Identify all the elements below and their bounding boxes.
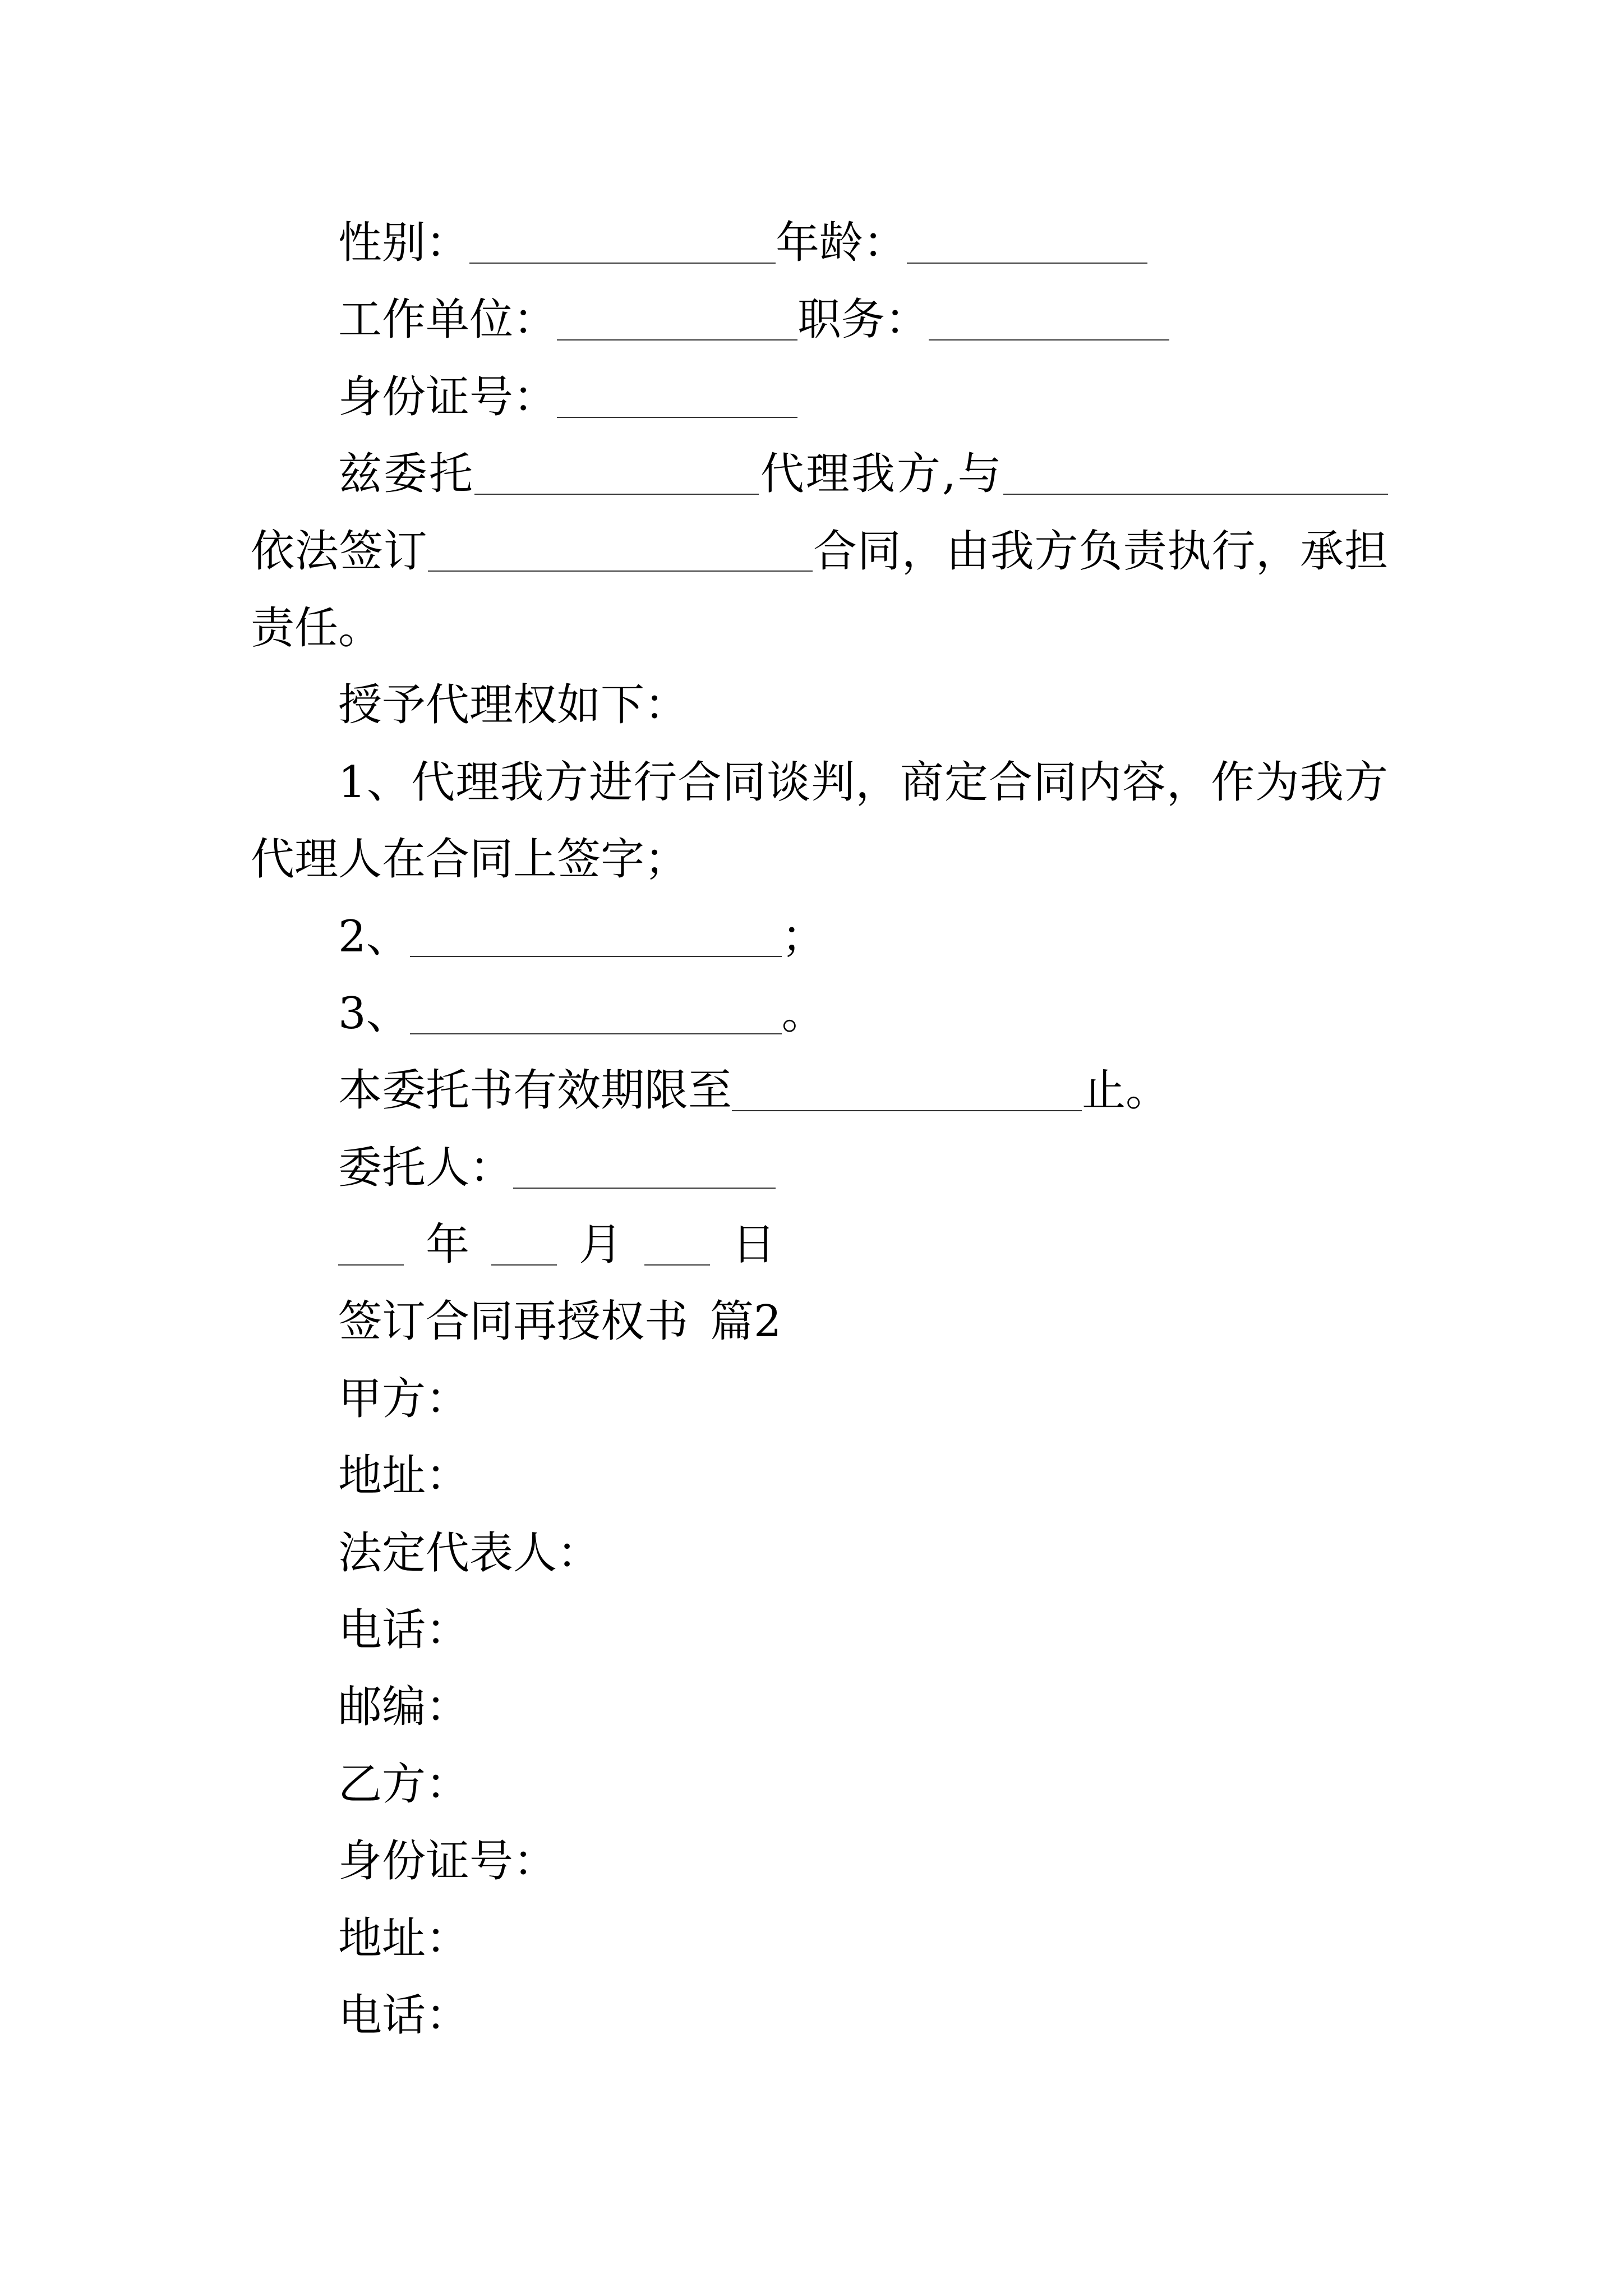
principal-blank xyxy=(513,1148,776,1188)
day-label: 日 xyxy=(732,1220,776,1271)
gender-blank xyxy=(469,223,776,264)
date-line xyxy=(251,1207,1388,1283)
authority-item-3-suffix: 。 xyxy=(781,988,826,1039)
year-label: 年 xyxy=(426,1220,470,1271)
party-a-phone-line xyxy=(251,1592,1388,1669)
party-b-phone-line xyxy=(251,1977,1388,2054)
position-label: 职务： xyxy=(797,295,929,346)
work-unit-line xyxy=(251,282,1388,358)
party-b-line xyxy=(251,1746,1388,1823)
party-b-address-label: 地址： xyxy=(338,1913,470,1964)
authority-item-1-line-1 xyxy=(251,744,1388,821)
validity-prefix: 本委托书有效期限至 xyxy=(338,1065,732,1116)
entrust-line-1 xyxy=(251,436,1388,513)
section2-heading xyxy=(251,1283,1388,1360)
validity-suffix: 止。 xyxy=(1082,1065,1170,1116)
id-number-blank xyxy=(557,378,797,418)
authority-item-1-line-2 xyxy=(251,821,1388,898)
authority-item-3-blank xyxy=(410,994,782,1034)
principal-label: 委托人： xyxy=(338,1142,514,1193)
party-b-address-line xyxy=(251,1901,1388,1977)
authority-item-2-suffix: ； xyxy=(781,911,826,962)
gender-age-line xyxy=(251,205,1388,282)
contract-name-blank xyxy=(428,531,813,572)
work-unit-label: 工作单位： xyxy=(338,295,557,346)
agent-blank xyxy=(474,454,759,495)
work-unit-blank xyxy=(557,300,797,341)
authority-item-3-prefix: 3、 xyxy=(338,988,410,1039)
party-a-postcode-line xyxy=(251,1669,1388,1746)
party-b-phone-label: 电话： xyxy=(338,1990,470,2041)
entrust-text-4: 合同，由我方负责执行，承担 xyxy=(813,526,1388,577)
authority-heading-text: 授予代理权如下： xyxy=(338,680,689,731)
validity-line xyxy=(251,1052,1388,1129)
authority-item-1-text-2: 代理人在合同上签字； xyxy=(251,834,689,885)
authority-heading xyxy=(251,667,1388,744)
id-number-label: 身份证号： xyxy=(338,371,557,422)
party-b-label: 乙方： xyxy=(338,1759,470,1810)
section2-heading-text: 签订合同再授权书 篇2 xyxy=(338,1296,782,1347)
month-blank xyxy=(491,1225,557,1266)
entrust-line-2 xyxy=(251,513,1388,590)
party-a-postcode-label: 邮编： xyxy=(338,1682,470,1733)
party-b-id-label: 身份证号： xyxy=(338,1836,557,1887)
authority-item-2-blank xyxy=(410,917,782,957)
age-blank xyxy=(907,223,1147,264)
party-a-phone-label: 电话： xyxy=(338,1605,470,1656)
entrust-text-3: 依法签订 xyxy=(251,526,428,577)
year-blank xyxy=(338,1225,404,1266)
entrust-text-2: 代理我方,与 xyxy=(758,449,1003,500)
legal-rep-label: 法定代表人： xyxy=(338,1527,601,1579)
validity-blank xyxy=(732,1071,1082,1111)
authority-item-2 xyxy=(251,899,1388,976)
entrust-line-3 xyxy=(251,590,1388,667)
party-b-id-line xyxy=(251,1823,1388,1900)
entrust-text-1: 兹委托 xyxy=(338,449,474,500)
authority-item-1-text-1: 1、代理我方进行合同谈判，商定合同内容，作为我方 xyxy=(338,757,1388,808)
legal-rep-line xyxy=(251,1515,1388,1592)
document-body xyxy=(251,205,1388,2054)
principal-line xyxy=(251,1130,1388,1207)
authority-item-2-prefix: 2、 xyxy=(338,911,410,962)
month-label: 月 xyxy=(579,1220,623,1271)
counterparty-blank xyxy=(1003,454,1388,495)
party-a-address-line xyxy=(251,1438,1388,1515)
age-label: 年龄： xyxy=(776,218,907,268)
party-a-label: 甲方： xyxy=(338,1373,470,1424)
gender-label: 性别： xyxy=(338,218,470,268)
position-blank xyxy=(929,300,1169,341)
party-a-line xyxy=(251,1361,1388,1438)
party-a-address-label: 地址： xyxy=(338,1451,470,1502)
day-blank xyxy=(644,1225,710,1266)
id-number-line xyxy=(251,359,1388,436)
entrust-text-5: 责任。 xyxy=(251,602,382,654)
authority-item-3 xyxy=(251,976,1388,1052)
